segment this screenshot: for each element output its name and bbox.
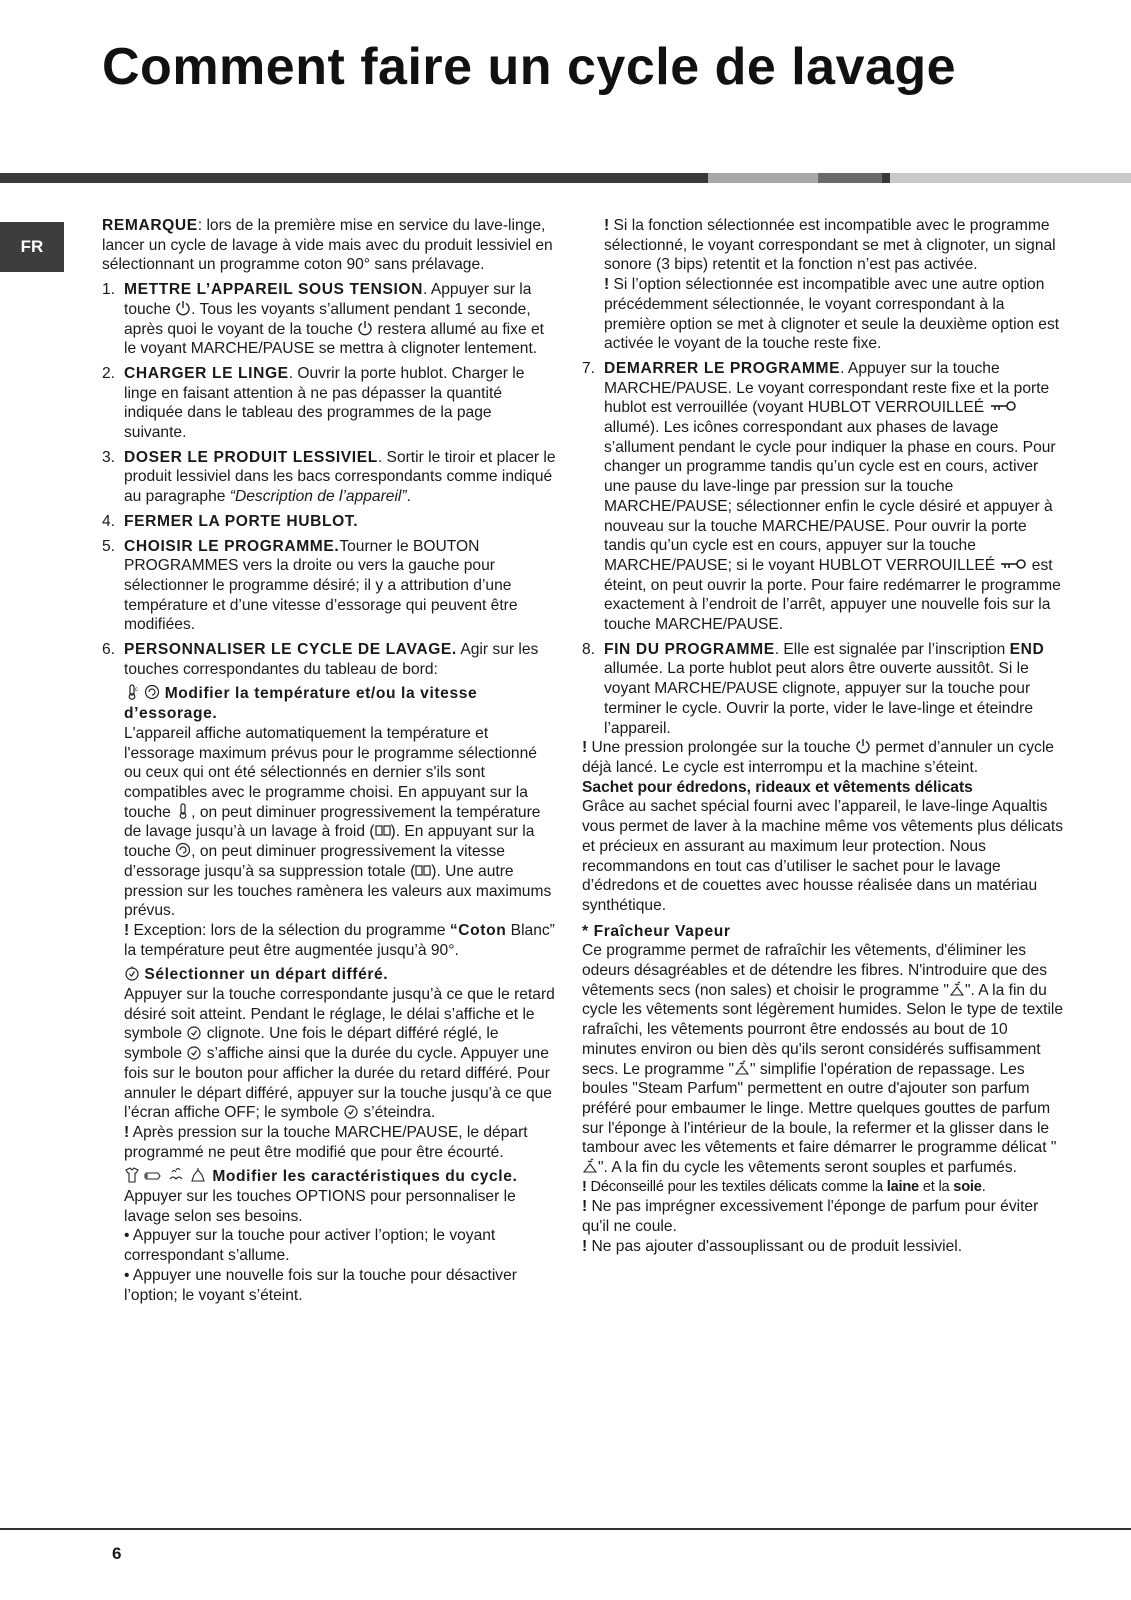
step-6: 6. PERSONNALISER LE CYCLE DE LAVAGE. Agir sur les touches correspondantes du tableau de bord: c Modifier la température et/ou la vitesse d’essorage. L'appareil affiche automatiquement la température et l'essorage maximum prévus pour le programme sélectionné ou ceux qui ont été sélectionnés en dernier s'ils sont compatibles avec le programme choisi. En appuyant sur la touche , on peut diminuer progressivement la température de lavage jusqu’à un lavage à froid ( ). En appuyant sur la touche , on peut diminuer progressivement la vitesse d’essorage jusqu’à sa suppression totale ( ). Une autre pression sur les touches ramènera les valeurs aux maximums prévus. ! Exception: lors de la sélection du programme “Coton Blanc” la température peut être augmentée jusqu’à 90°. Sélectionner un départ différé. Appuyer sur la touche correspondante jusqu’à ce que le retard désiré soit atteint. Pendant le réglage, le délai s’affiche et le symbole clignote. Une fois le départ différé réglé, le symbole s’affiche ainsi que la durée du cycle. Appuyer une fois sur le bouton pour afficher la durée du retard différé. Pour annuler le départ différé, appuyer sur la touche jusqu’à ce que l’écran affiche OFF; le symbole s’éteindra. ! Après pression sur la touche MARCHE/PAUSE, le départ programmé ne peut être modifié que pour être écourté. Modifier les caractéristiques du cycle. Appuyer sur les touches OPTIONS pour personnaliser le lavage selon ses besoins. • Appuyer sur la touche pour activer l’option; le voyant correspondant s’allume. • Appuyer une nouvelle fois sur la touche pour désactiver l’option; le voyant s’éteint. bbox=[102, 640, 558, 1305]
power-icon bbox=[357, 320, 373, 336]
cycle-options-section: Modifier les caractéristiques du cycle. bbox=[124, 1167, 558, 1187]
delay-timer-icon bbox=[343, 1103, 359, 1119]
right-column bbox=[582, 216, 1066, 1257]
delay-section: Sélectionner un départ différé. Appuyer sur la touche correspondante jusqu’à ce que le retard désiré soit atteint. Pendant le réglage, le délai s’affiche et le symbole clignote. Une fois le départ différé réglé, le symbole s’affiche ainsi que la durée du cycle. Appuyer une fois sur le bouton pour afficher la durée du retard différé. Pour annuler le départ différé, appuyer sur la touche jusqu’à ce que l’écran affiche OFF; le symbole s’éteindra. bbox=[124, 966, 555, 1122]
page-number: 6 bbox=[112, 1544, 122, 1563]
step-1: 1. METTRE L’APPAREIL SOUS TENSION. Appuyer sur la touche . Tous les voyants s’allument pendant 1 seconde, après quoi le voyant de la touche restera allumé au fixe et le voyant MARCHE/PAUSE se mettra à clignoter lentement. bbox=[102, 281, 544, 358]
vapeur-heading: * Fraîcheur Vapeur bbox=[582, 922, 731, 940]
no-spin-icon bbox=[415, 862, 431, 878]
step-2: 2. CHARGER LE LINGE. Ouvrir la porte hublot. Charger le linge en faisant attention à ne pas dépasser la quantité indiquée dans le tableau des programmes de la page suivante. bbox=[102, 364, 525, 442]
step-7: 7. DEMARRER LE PROGRAMME. Appuyer sur la touche MARCHE/PAUSE. Le voyant correspondant reste fixe et la porte hublot est verrouillée (voyant HUBLOT VERROUILLEÉ allumé). Les icônes correspondant aux phases de lavage s’allument pendant le cycle pour indiquer la phase en cours. Pour changer un programme tandis qu’un cycle est en cours, activer une pause du lave-linge par pression sur la touche MARCHE/PAUSE; sélectionner enfin le cycle désiré et appuyer à nouveau sur la touche MARCHE/PAUSE. Pour ouvrir la porte tandis qu’un cycle est en cours, appuyer sur la touche MARCHE/PAUSE; si le voyant HUBLOT VERROUILLEÉ est éteint, on peut ouvrir la porte. Pour faire redémarrer le programme exactement à l’endroit de l’arrêt, appuyer une nouvelle fois sur la touche MARCHE/PAUSE. bbox=[582, 359, 1061, 634]
options-text: Appuyer sur les touches OPTIONS pour personnaliser le lavage selon ses besoins. bbox=[124, 1188, 516, 1225]
warning-assouplissant: ! Ne pas ajouter d'assouplissant ou de produit lessiviel. bbox=[582, 1237, 963, 1255]
temperature-spin-section: c Modifier la température et/ou la vitesse d’essorage. L'appareil affiche automatiquement la température et l'essorage maximum prévus pour le programme sélectionné ou ceux qui ont été sélectionnés en dernier s'ils sont compatibles avec le programme choisi. En appuyant sur la touche , on peut diminuer progressivement la température de lavage jusqu’à un lavage à froid ( ). En appuyant sur la touche , on peut diminuer progressivement la vitesse d’essorage jusqu’à sa suppression totale ( ). Une autre pression sur les touches ramènera les valeurs aux maximums prévus. bbox=[124, 685, 552, 920]
step-8: 8. FIN DU PROGRAMME. Elle est signalée par l’inscription END allumée. La porte hublot peut alors être ouverte aussitôt. Si le voyant MARCHE/PAUSE clignote, appuyer sur la touche pour terminer le cycle. Ouvrir la porte, vider le lave-linge et éteindre l’appareil. bbox=[582, 640, 1045, 737]
language-tab: FR bbox=[0, 222, 64, 272]
temperature-icon bbox=[124, 684, 140, 700]
option-icons bbox=[124, 1167, 208, 1183]
door-lock-key-icon bbox=[989, 398, 1017, 414]
step-3: 3. DOSER LE PRODUIT LESSIVIEL. Sortir le tiroir et placer le produit lessiviel dans les bacs correspondants comme indiqué au paragraphe “Description de l’appareil”. bbox=[102, 448, 556, 506]
warning-function-incompatible: ! Si la fonction sélectionnée est incompatible avec le programme sélectionné, le voyant correspondant se met à clignoter, un signal sonore (3 bips) retentit et la fonction n’est pas activée. bbox=[604, 217, 1056, 274]
steam-icon bbox=[949, 981, 965, 997]
warning-impregner: ! Ne pas imprégner excessivement l'éponge de parfum pour éviter qu'il ne coule. bbox=[582, 1198, 1039, 1236]
header-rule bbox=[0, 173, 1131, 183]
remark: REMARQUE: lors de la première mise en service du lave-linge, lancer un cycle de lavage à vide mais avec du produit lessiviel en sélectionnant un programme coton 90° sans prélavage. bbox=[102, 217, 553, 274]
warning-laine-soie: ! Déconseillé pour les textiles délicats comme la laine et la soie. bbox=[582, 1178, 986, 1195]
cold-wash-icon bbox=[375, 822, 391, 838]
svg-text:c: c bbox=[135, 687, 138, 694]
sachet-section bbox=[582, 778, 1066, 1257]
power-icon bbox=[855, 738, 871, 754]
after-pause-note: ! Après pression sur la touche MARCHE/PAUSE, le départ programmé ne peut être modifié que pour être écourté. bbox=[124, 1123, 528, 1161]
delay-timer-icon bbox=[124, 965, 140, 981]
delay-timer-icon bbox=[186, 1024, 202, 1040]
bullet-activate: • Appuyer sur la touche pour activer l’option; le voyant correspondant s’allume. bbox=[124, 1227, 496, 1265]
step-5: 5. CHOISIR LE PROGRAMME.Tourner le BOUTON PROGRAMMES vers la droite ou vers la gauche pour sélectionner le programme désiré; il y a attribution d’une température et d’une vitesse d’essorage qui peuvent être modifiées. bbox=[102, 537, 518, 634]
delay-timer-icon bbox=[186, 1044, 202, 1060]
page-title: Comment faire un cycle de lavage bbox=[102, 38, 957, 96]
step-4: 4. FERMER LA PORTE HUBLOT. bbox=[102, 512, 359, 530]
vapeur-text: Ce programme permet de rafraîchir les vêtements, d'éliminer les odeurs désagréables et de détendre les fibres. N'introduire que des vêtements secs (non sales) et choisir le programme " ". A la fin du cycle les vêtements sont légèrement humides. Selon le type de textile rafraîchi, les vêtements pourront être endossés au bout de 10 minutes environ ou bien dès qu'ils seront considérés suffisamment secs. Le programme " " simplifie l'opération de repassage. Les boules "Steam Parfum" permettent en outre d'ajouter son parfum préféré pour embaumer le linge. Mettre quelques gouttes de parfum sur l'éponge à l'intérieur de la boule, la refermer et la glisser dans le tambour avec les vêtements et faire démarrer le programme délicat "". A la fin du cycle les vêtements seront souples et parfumés. bbox=[582, 942, 1064, 1177]
sachet-heading: Sachet pour édredons, rideaux et vêtements délicats bbox=[582, 778, 973, 796]
steam-icon bbox=[734, 1060, 750, 1076]
bullet-deactivate: • Appuyer une nouvelle fois sur la touche pour désactiver l’option; le voyant s’éteint. bbox=[124, 1266, 517, 1304]
exception-note: ! Exception: lors de la sélection du programme “Coton Blanc” la température peut être augmentée jusqu’à 90°. bbox=[124, 921, 555, 959]
door-lock-key-icon bbox=[999, 556, 1027, 572]
long-press-note: ! Une pression prolongée sur la touche permet d’annuler un cycle déjà lancé. Le cycle est interrompu et la machine s’éteint. bbox=[582, 739, 1054, 776]
power-icon bbox=[175, 300, 191, 316]
footer-rule bbox=[0, 1528, 1131, 1530]
sachet-text: Grâce au sachet spécial fourni avec l’appareil, le lave-linge Aqualtis vous permet de laver à la machine même vos vêtements plus délicats et précieux en assurant au maximum leur protection. Nous recommandons en tout cas d’utiliser le sachet pour le lavage d’édredons et de couettes avec housse réalisée dans un matériau synthétique. bbox=[582, 798, 1064, 914]
left-column bbox=[102, 216, 558, 1305]
warning-option-incompatible: ! Si l’option sélectionnée est incompatible avec une autre option précédemment sélectionnée, le voyant correspondant à la première option se met à clignoter et seule la deuxième option est activée le voyant de la touche reste fixe. bbox=[604, 276, 1060, 353]
spin-icon bbox=[144, 684, 160, 700]
steam-icon bbox=[582, 1158, 598, 1174]
temperature-icon bbox=[175, 803, 191, 819]
spin-icon bbox=[175, 842, 191, 858]
